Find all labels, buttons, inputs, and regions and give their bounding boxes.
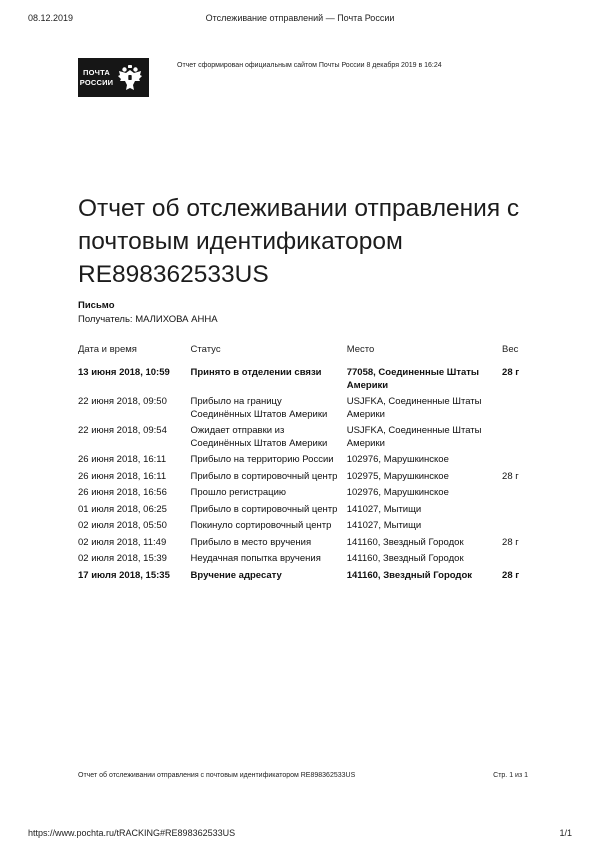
event-weight — [496, 519, 542, 536]
tracking-events-table — [78, 344, 542, 585]
table-row — [78, 568, 542, 585]
event-date: 26 июня 2018, 16:56 — [78, 487, 167, 498]
event-place: 102976, Марушкинское — [346, 454, 449, 465]
event-status: Неудачная попытка вручения — [190, 553, 321, 564]
event-status: Прибыло в сортировочный центр — [190, 503, 338, 515]
report-title: Отчет об отслеживании отправления с почтовым идентификатором RE898362533US — [78, 195, 520, 288]
event-place: 141160, Звездный Городок — [346, 553, 464, 564]
event-status: Покинуло сортировочный центр — [190, 520, 332, 531]
footer-page-number: Стр. 1 из 1 — [493, 772, 528, 779]
table-row — [78, 424, 542, 453]
table-row — [78, 519, 542, 536]
event-place: 141027, Мытищи — [346, 520, 422, 531]
event-date: 02 июля 2018, 15:39 — [78, 553, 167, 564]
event-date: 13 июня 2018, 10:59 — [78, 367, 170, 378]
event-date: 17 июля 2018, 15:35 — [78, 569, 170, 581]
event-status: Прибыло на границу Соединённых Штатов Америки — [190, 396, 328, 420]
header-date: Дата и время — [78, 344, 137, 355]
event-weight: 28 г — [502, 470, 519, 482]
event-status: Принято в отделении связи — [190, 367, 322, 378]
print-header-title: Отслеживание отправлений — Почта России — [205, 13, 395, 23]
event-place: 141027, Мытищи — [346, 503, 422, 515]
header-place: Место — [346, 344, 375, 355]
event-weight: 28 г — [502, 536, 519, 548]
event-status: Прошло регистрацию — [190, 487, 287, 498]
event-weight: 28 г — [502, 569, 520, 581]
table-row — [78, 486, 542, 503]
event-place: 141160, Звездный Городок — [346, 536, 464, 548]
print-footer-pages: 1/1 — [559, 828, 572, 838]
table-row — [78, 395, 542, 424]
event-weight — [496, 552, 542, 569]
event-status: Вручение адресату — [190, 569, 282, 581]
print-footer-url: https://www.pochta.ru/tRACKING#RE898362533US — [28, 828, 236, 838]
item-type: Письмо — [78, 300, 115, 311]
table-row — [78, 469, 542, 486]
event-status: Прибыло в место вручения — [190, 536, 312, 548]
event-date: 26 июня 2018, 16:11 — [78, 470, 167, 482]
event-status: Прибыло в сортировочный центр — [190, 470, 338, 482]
event-weight — [496, 486, 542, 503]
event-date: 26 июня 2018, 16:11 — [78, 454, 167, 465]
event-date: 22 июня 2018, 09:50 — [78, 396, 167, 407]
double-headed-eagle-icon — [115, 63, 145, 93]
event-place: 102976, Марушкинское — [346, 487, 449, 498]
footer-title: Отчет об отслеживании отправления с почтовым идентификатором RE898362533US — [78, 772, 356, 779]
logo-line1: ПОЧТА — [82, 67, 111, 77]
event-date: 02 июля 2018, 05:50 — [78, 520, 167, 531]
event-weight — [496, 453, 542, 470]
event-place: USJFKA, Соединенные Штаты Америки — [346, 396, 482, 420]
event-status: Ожидает отправки из Соединённых Штатов Америки — [190, 425, 328, 449]
table-row — [78, 535, 542, 552]
print-header-date: 08.12.2019 — [28, 13, 74, 23]
event-place: 141160, Звездный Городок — [346, 569, 473, 581]
logo-line2: РОССИИ — [79, 77, 114, 87]
event-weight — [496, 502, 542, 519]
event-date: 02 июля 2018, 11:49 — [78, 536, 167, 548]
header-weight: Вес — [502, 344, 519, 355]
table-row — [78, 552, 542, 569]
table-row — [78, 366, 542, 395]
event-date: 22 июня 2018, 09:54 — [78, 425, 167, 436]
header-status: Статус — [190, 344, 221, 355]
event-place: 77058, Соединенные Штаты Америки — [346, 367, 480, 391]
logo-text — [78, 68, 115, 88]
event-date: 01 июля 2018, 06:25 — [78, 503, 167, 515]
event-weight — [496, 424, 542, 453]
recipient: Получатель: МАЛИХОВА АННА — [78, 314, 218, 325]
table-row — [78, 502, 542, 519]
russian-post-logo — [78, 58, 149, 97]
table-header-row — [78, 344, 542, 366]
generation-note: Отчет сформирован официальным сайтом Почты России 8 декабря 2019 в 16:24 — [177, 62, 442, 69]
event-place: 102975, Марушкинское — [346, 470, 449, 482]
event-place: USJFKA, Соединенные Штаты Америки — [346, 425, 482, 449]
table-row — [78, 453, 542, 470]
event-weight — [496, 395, 542, 424]
event-weight: 28 г — [502, 367, 520, 378]
event-status: Прибыло на территорию России — [190, 454, 334, 465]
